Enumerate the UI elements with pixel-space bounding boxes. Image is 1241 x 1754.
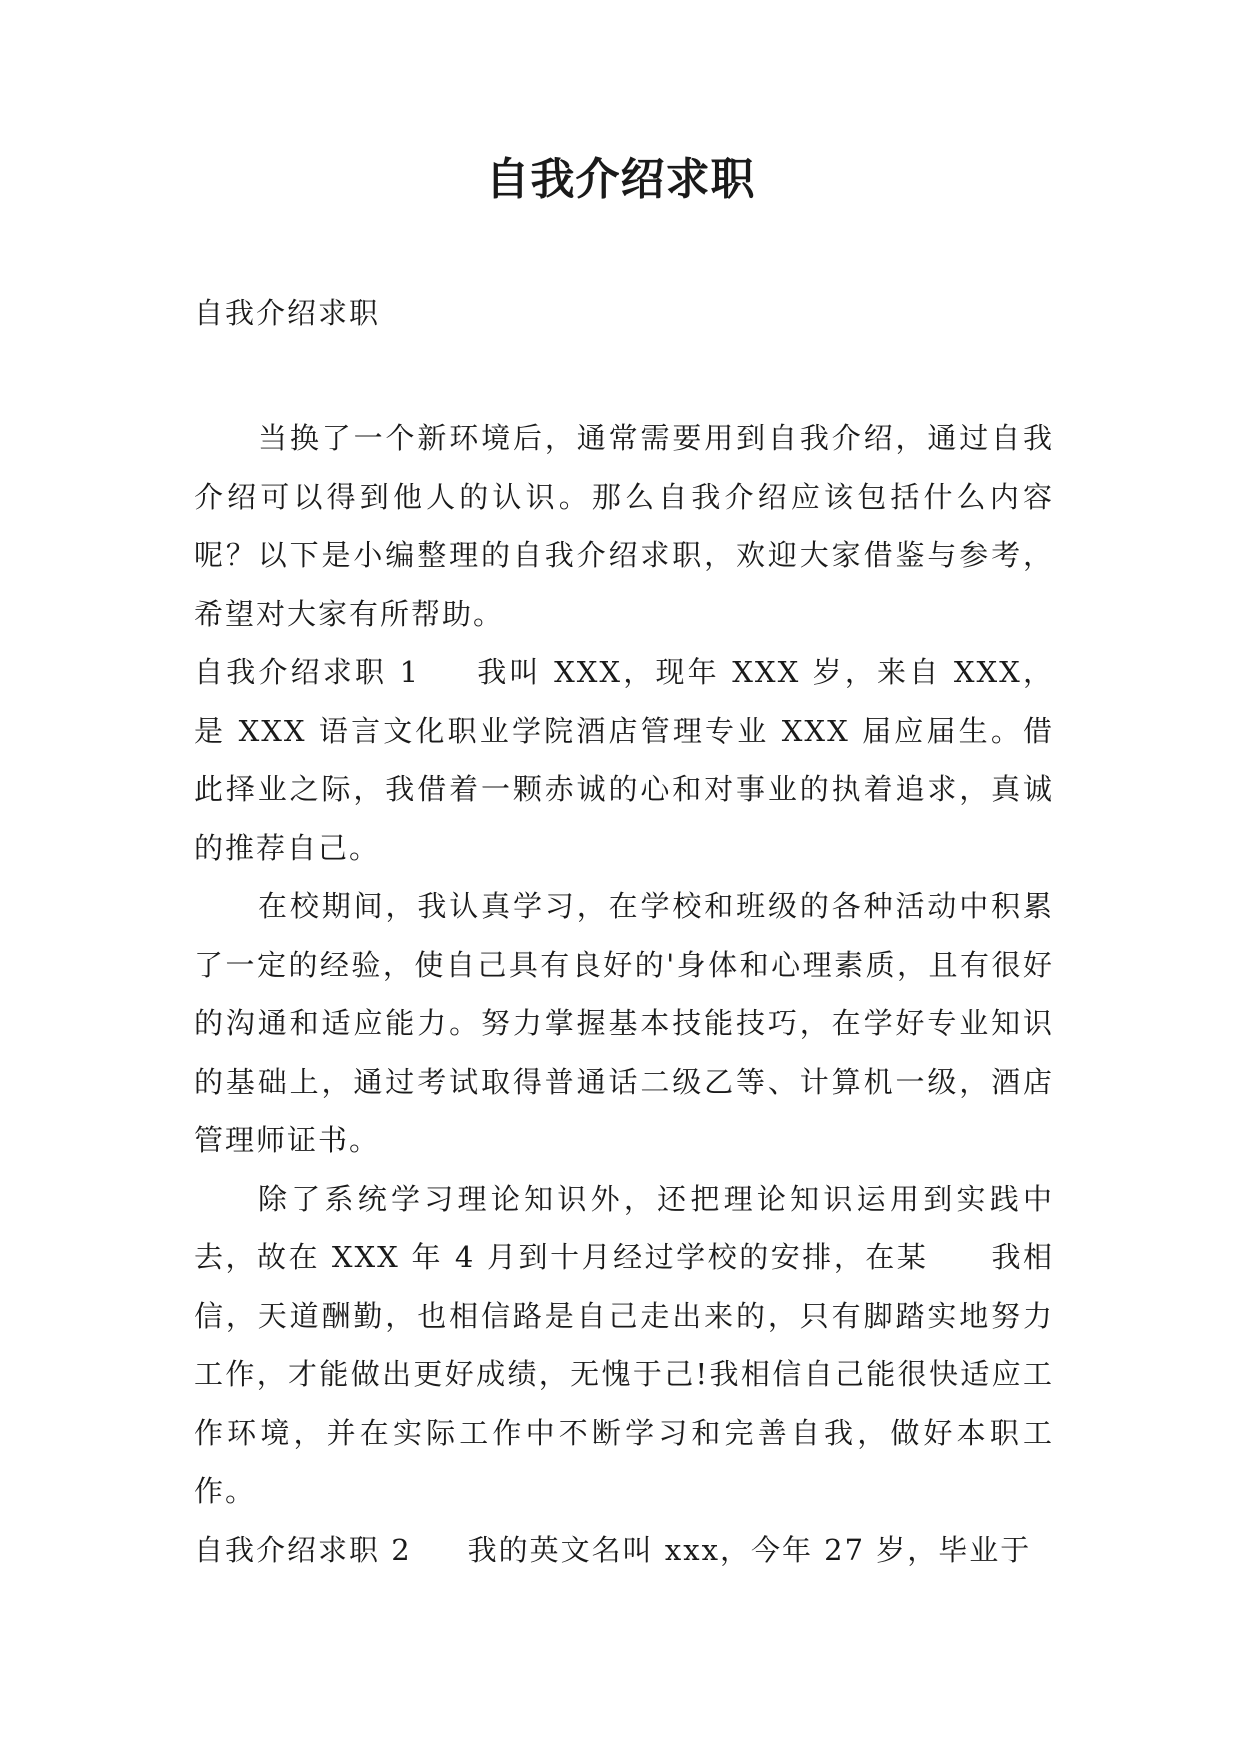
paragraph-text: 当换了一个新环境后，通常需要用到自我介绍，通过自我介绍可以得到他人的认识。那么自我介绍应该包括什么内容呢？以下是小编整理的自我介绍求职，欢迎大家借鉴与参考，希望对大家有所帮助。: [194, 421, 1054, 631]
document-body: [194, 409, 1054, 1579]
paragraph-text: 在校期间，我认真学习，在学校和班级的各种活动中积累了一定的经验，使自己具有良好的'身体和心理素质，且有很好的沟通和适应能力。努力掌握基本技能技巧，在学好专业知识的基础上，通过考试取得普通话二级乙等、计算机一级，酒店管理师证书。: [194, 889, 1054, 1157]
paragraph-text: 我叫 XXX，现年 XXX 岁，来自 XXX，是 XXX 语言文化职业学院酒店管理专业 XXX 届应届生。借此择业之际，我借着一颗赤诚的心和对事业的执着追求，真诚的推荐自己。: [194, 655, 1055, 865]
practice-paragraph: [194, 1170, 1054, 1521]
section-1-paragraph: [194, 643, 1054, 877]
document-title: 自我介绍求职: [485, 154, 756, 205]
campus-paragraph: [194, 877, 1054, 1170]
section-heading-2: 自我介绍求职 2: [194, 1532, 412, 1567]
intro-paragraph: [194, 409, 1054, 643]
paragraph-text: 我的英文名叫 xxx，今年 27 岁，毕业于: [467, 1532, 1032, 1567]
document-subtitle: 自我介绍求职: [194, 296, 381, 330]
paragraph-text: 除了系统学习理论知识外，还把理论知识运用到实践中去，故在 XXX 年 4 月到十月经过学校的安排，在某 我相信，天道酬勤，也相信路是自己走出来的，只有脚踏实地努力工作，才能做出更好成绩，无愧于己!我相信自己能很快适应工作环境，并在实际工作中不断学习和完善自我，做好本职工作。: [194, 1181, 1054, 1508]
section-heading-1: 自我介绍求职 1: [194, 655, 421, 689]
section-2-paragraph: [194, 1521, 1054, 1580]
